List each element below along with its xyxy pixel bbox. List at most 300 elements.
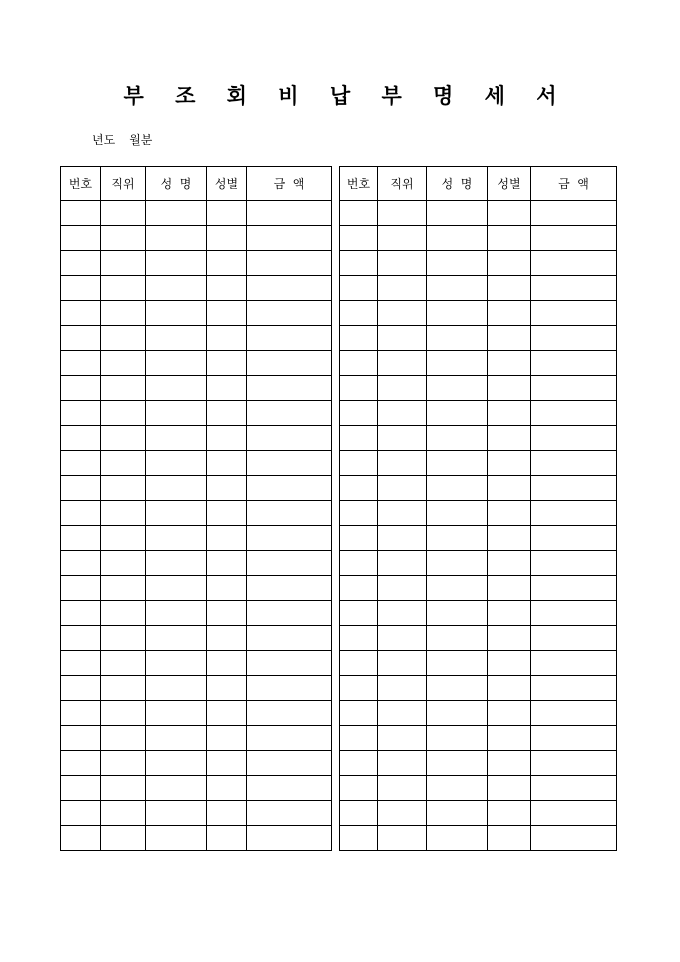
cell-number [340, 476, 378, 501]
cell-number [61, 651, 101, 676]
cell-position [101, 326, 146, 351]
header-row [340, 167, 617, 201]
cell-gender [488, 476, 531, 501]
cell-position [101, 726, 146, 751]
cell-gender [207, 526, 247, 551]
cell-position [378, 251, 427, 276]
cell-gender [207, 251, 247, 276]
cell-name [427, 626, 488, 651]
table-row [61, 676, 332, 701]
table-row [61, 251, 332, 276]
table-row [61, 726, 332, 751]
header-name: 성 명 [427, 167, 488, 201]
cell-number [61, 401, 101, 426]
cell-gender [488, 676, 531, 701]
cell-name [427, 251, 488, 276]
header-amount: 금 액 [247, 167, 332, 201]
cell-gender [207, 651, 247, 676]
cell-number [61, 226, 101, 251]
cell-name [427, 376, 488, 401]
cell-gender [207, 401, 247, 426]
cell-amount [247, 576, 332, 601]
cell-amount [531, 226, 617, 251]
cell-gender [207, 351, 247, 376]
cell-gender [488, 651, 531, 676]
cell-number [340, 376, 378, 401]
left-ledger-table [60, 166, 332, 851]
table-row [340, 626, 617, 651]
cell-gender [488, 551, 531, 576]
cell-gender [488, 226, 531, 251]
table-row [61, 651, 332, 676]
cell-number [61, 251, 101, 276]
table-row [340, 301, 617, 326]
cell-number [61, 676, 101, 701]
header-row [61, 167, 332, 201]
cell-number [340, 226, 378, 251]
cell-number [340, 801, 378, 826]
cell-position [101, 501, 146, 526]
cell-gender [488, 376, 531, 401]
cell-gender [488, 326, 531, 351]
cell-number [61, 351, 101, 376]
header-position: 직위 [378, 167, 427, 201]
cell-number [340, 501, 378, 526]
cell-number [340, 301, 378, 326]
cell-position [101, 251, 146, 276]
cell-name [427, 276, 488, 301]
cell-name [146, 701, 207, 726]
cell-amount [247, 401, 332, 426]
cell-position [101, 576, 146, 601]
cell-name [427, 501, 488, 526]
cell-name [427, 451, 488, 476]
cell-amount [531, 576, 617, 601]
cell-name [427, 401, 488, 426]
cell-position [378, 376, 427, 401]
table-row [340, 551, 617, 576]
cell-gender [207, 376, 247, 401]
cell-gender [488, 201, 531, 226]
cell-position [378, 401, 427, 426]
cell-name [146, 551, 207, 576]
cell-position [378, 651, 427, 676]
cell-number [340, 251, 378, 276]
table-row [340, 776, 617, 801]
table-row [340, 801, 617, 826]
cell-number [61, 576, 101, 601]
cell-name [427, 601, 488, 626]
cell-number [61, 301, 101, 326]
cell-name [427, 201, 488, 226]
cell-position [101, 751, 146, 776]
cell-number [340, 326, 378, 351]
cell-name [146, 226, 207, 251]
cell-gender [488, 526, 531, 551]
cell-number [340, 276, 378, 301]
cell-position [378, 751, 427, 776]
cell-name [146, 526, 207, 551]
cell-amount [531, 601, 617, 626]
cell-number [340, 526, 378, 551]
cell-amount [247, 801, 332, 826]
cell-name [146, 601, 207, 626]
cell-position [101, 801, 146, 826]
cell-name [427, 526, 488, 551]
cell-number [340, 776, 378, 801]
cell-name [146, 651, 207, 676]
table-row [61, 326, 332, 351]
cell-name [146, 676, 207, 701]
cell-amount [247, 426, 332, 451]
cell-position [101, 276, 146, 301]
cell-gender [207, 826, 247, 851]
table-row [61, 426, 332, 451]
cell-amount [247, 326, 332, 351]
cell-name [427, 326, 488, 351]
period-line [92, 131, 166, 148]
cell-position [101, 526, 146, 551]
cell-number [340, 451, 378, 476]
header-name: 성 명 [146, 167, 207, 201]
table-row [61, 401, 332, 426]
table-row [340, 451, 617, 476]
cell-amount [247, 501, 332, 526]
cell-number [61, 826, 101, 851]
cell-gender [207, 576, 247, 601]
cell-position [101, 201, 146, 226]
cell-position [101, 626, 146, 651]
cell-gender [488, 601, 531, 626]
header-amount: 금 액 [531, 167, 617, 201]
cell-name [427, 651, 488, 676]
cell-amount [247, 451, 332, 476]
cell-amount [531, 776, 617, 801]
cell-name [427, 751, 488, 776]
cell-amount [531, 676, 617, 701]
cell-position [378, 426, 427, 451]
cell-amount [531, 376, 617, 401]
cell-name [146, 626, 207, 651]
table-row [340, 276, 617, 301]
cell-gender [207, 801, 247, 826]
cell-amount [531, 551, 617, 576]
cell-amount [247, 701, 332, 726]
cell-position [101, 651, 146, 676]
table-row [340, 201, 617, 226]
table-row [61, 601, 332, 626]
cell-gender [207, 476, 247, 501]
cell-amount [531, 301, 617, 326]
cell-amount [247, 826, 332, 851]
cell-number [61, 376, 101, 401]
cell-amount [531, 801, 617, 826]
cell-amount [531, 501, 617, 526]
table-row [61, 576, 332, 601]
cell-name [427, 576, 488, 601]
cell-name [146, 726, 207, 751]
cell-position [378, 451, 427, 476]
cell-number [340, 751, 378, 776]
cell-amount [247, 601, 332, 626]
cell-amount [531, 701, 617, 726]
cell-gender [488, 826, 531, 851]
table-row [61, 376, 332, 401]
cell-amount [531, 826, 617, 851]
cell-amount [247, 751, 332, 776]
cell-amount [247, 251, 332, 276]
year-label: 년도 [92, 133, 116, 147]
cell-amount [247, 376, 332, 401]
table-row [340, 426, 617, 451]
cell-name [427, 351, 488, 376]
cell-number [340, 401, 378, 426]
cell-name [427, 301, 488, 326]
cell-amount [247, 551, 332, 576]
cell-position [378, 301, 427, 326]
cell-name [427, 676, 488, 701]
cell-gender [488, 626, 531, 651]
cell-position [378, 601, 427, 626]
table-row [61, 201, 332, 226]
cell-gender [488, 726, 531, 751]
table-row [340, 651, 617, 676]
cell-gender [488, 501, 531, 526]
cell-position [101, 676, 146, 701]
cell-gender [488, 801, 531, 826]
table-row [61, 351, 332, 376]
cell-amount [247, 526, 332, 551]
cell-position [378, 776, 427, 801]
cell-name [146, 401, 207, 426]
table-row [61, 276, 332, 301]
cell-gender [488, 276, 531, 301]
cell-amount [531, 351, 617, 376]
table-row [61, 526, 332, 551]
table-row [340, 226, 617, 251]
header-gender: 성별 [488, 167, 531, 201]
cell-gender [207, 201, 247, 226]
table-row [340, 376, 617, 401]
cell-position [101, 301, 146, 326]
cell-number [340, 551, 378, 576]
cell-gender [488, 301, 531, 326]
cell-name [427, 801, 488, 826]
cell-number [61, 326, 101, 351]
cell-position [378, 276, 427, 301]
cell-gender [207, 426, 247, 451]
cell-position [378, 726, 427, 751]
cell-position [378, 626, 427, 651]
cell-name [146, 826, 207, 851]
cell-gender [207, 701, 247, 726]
table-row [340, 751, 617, 776]
table-row [61, 751, 332, 776]
cell-name [427, 701, 488, 726]
right-ledger-table [339, 166, 617, 851]
cell-number [61, 701, 101, 726]
table-row [340, 726, 617, 751]
cell-gender [488, 351, 531, 376]
cell-name [146, 576, 207, 601]
table-row [340, 251, 617, 276]
cell-position [101, 776, 146, 801]
cell-amount [531, 651, 617, 676]
cell-amount [247, 276, 332, 301]
cell-name [146, 451, 207, 476]
cell-number [61, 526, 101, 551]
cell-name [146, 776, 207, 801]
cell-name [146, 351, 207, 376]
cell-number [61, 626, 101, 651]
cell-number [61, 776, 101, 801]
table-row [340, 326, 617, 351]
cell-name [146, 501, 207, 526]
cell-position [378, 526, 427, 551]
cell-position [378, 226, 427, 251]
cell-name [427, 776, 488, 801]
cell-name [146, 376, 207, 401]
cell-amount [247, 201, 332, 226]
cell-number [61, 601, 101, 626]
table-row [340, 576, 617, 601]
cell-amount [247, 651, 332, 676]
cell-gender [207, 776, 247, 801]
table-row [340, 526, 617, 551]
cell-name [146, 751, 207, 776]
cell-position [378, 501, 427, 526]
cell-name [427, 226, 488, 251]
cell-gender [207, 601, 247, 626]
table-row [340, 826, 617, 851]
cell-position [101, 451, 146, 476]
table-row [340, 501, 617, 526]
cell-name [146, 326, 207, 351]
table-row [61, 226, 332, 251]
cell-gender [207, 301, 247, 326]
cell-position [378, 351, 427, 376]
cell-number [340, 826, 378, 851]
table-row [61, 626, 332, 651]
cell-gender [207, 276, 247, 301]
cell-amount [531, 401, 617, 426]
table-row [340, 351, 617, 376]
cell-number [61, 426, 101, 451]
cell-name [146, 801, 207, 826]
cell-position [101, 826, 146, 851]
cell-amount [531, 476, 617, 501]
table-row [340, 601, 617, 626]
cell-gender [207, 451, 247, 476]
cell-name [427, 726, 488, 751]
header-gender: 성별 [207, 167, 247, 201]
cell-name [427, 476, 488, 501]
cell-position [378, 701, 427, 726]
cell-position [101, 476, 146, 501]
cell-name [146, 201, 207, 226]
cell-amount [247, 626, 332, 651]
cell-amount [531, 251, 617, 276]
cell-name [146, 426, 207, 451]
table-row [61, 451, 332, 476]
cell-name [427, 551, 488, 576]
cell-position [101, 226, 146, 251]
cell-amount [247, 776, 332, 801]
cell-position [101, 351, 146, 376]
cell-position [378, 676, 427, 701]
cell-gender [207, 726, 247, 751]
table-row [61, 826, 332, 851]
cell-number [340, 601, 378, 626]
cell-position [378, 326, 427, 351]
cell-amount [531, 751, 617, 776]
cell-number [61, 201, 101, 226]
cell-number [340, 201, 378, 226]
cell-gender [488, 401, 531, 426]
cell-number [61, 751, 101, 776]
cell-amount [247, 676, 332, 701]
table-row [61, 551, 332, 576]
cell-position [101, 701, 146, 726]
cell-amount [247, 351, 332, 376]
cell-position [101, 401, 146, 426]
cell-gender [207, 551, 247, 576]
cell-position [378, 826, 427, 851]
month-label: 월분 [129, 133, 153, 147]
cell-position [378, 576, 427, 601]
cell-number [61, 451, 101, 476]
cell-amount [531, 526, 617, 551]
table-row [340, 401, 617, 426]
cell-number [340, 701, 378, 726]
cell-position [378, 551, 427, 576]
cell-amount [531, 201, 617, 226]
cell-name [146, 476, 207, 501]
cell-number [340, 626, 378, 651]
cell-amount [247, 726, 332, 751]
table-row [61, 476, 332, 501]
cell-amount [531, 626, 617, 651]
cell-gender [207, 676, 247, 701]
table-row [340, 701, 617, 726]
cell-amount [247, 226, 332, 251]
cell-amount [531, 276, 617, 301]
cell-name [427, 826, 488, 851]
table-row [340, 476, 617, 501]
table-row [61, 501, 332, 526]
cell-gender [207, 326, 247, 351]
cell-number [340, 426, 378, 451]
cell-number [61, 726, 101, 751]
cell-amount [247, 476, 332, 501]
table-row [61, 801, 332, 826]
cell-gender [207, 501, 247, 526]
cell-position [101, 376, 146, 401]
cell-gender [488, 751, 531, 776]
cell-position [378, 476, 427, 501]
cell-gender [488, 701, 531, 726]
table-row [340, 676, 617, 701]
cell-name [146, 251, 207, 276]
header-number: 번호 [61, 167, 101, 201]
cell-gender [488, 576, 531, 601]
cell-name [427, 426, 488, 451]
cell-position [101, 601, 146, 626]
cell-position [101, 426, 146, 451]
cell-position [101, 551, 146, 576]
cell-number [61, 476, 101, 501]
cell-number [61, 276, 101, 301]
